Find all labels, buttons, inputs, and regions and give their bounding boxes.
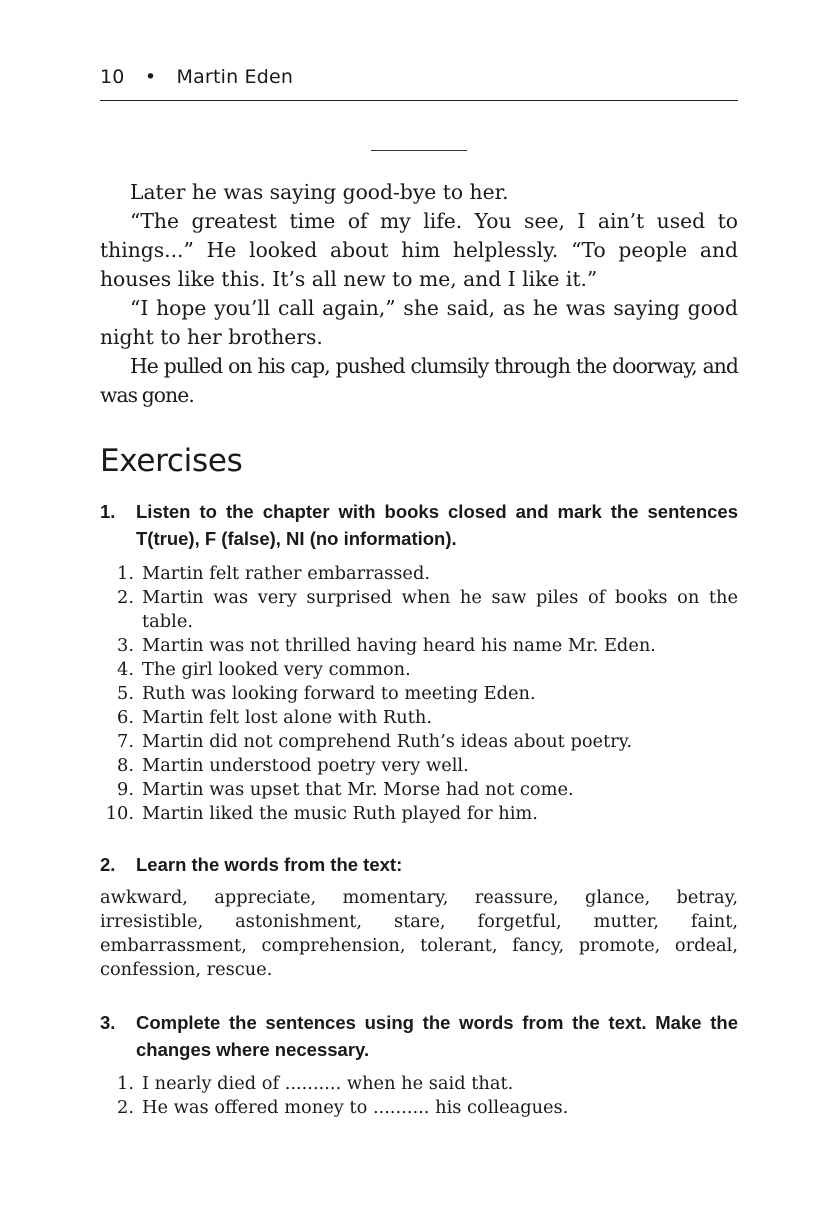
item-text: Martin was upset that Mr. Morse had not come.	[142, 779, 574, 800]
task-number: 2.	[100, 854, 116, 875]
item-number: 5.	[117, 683, 134, 704]
item-text: Martin did not comprehend Ruth’s ideas about poetry.	[142, 731, 633, 752]
paragraph: He pulled on his cap, pushed clumsily through the doorway, and was gone.	[100, 354, 738, 407]
list-item	[100, 802, 738, 826]
list-item	[100, 730, 738, 754]
task-number: 3.	[100, 1012, 116, 1033]
section-separator	[371, 150, 467, 151]
item-number: 1.	[117, 563, 134, 584]
running-header	[100, 66, 738, 101]
item-number: 3.	[117, 635, 134, 656]
vocabulary-list: awkward, appreciate, momentary, reassure, glance, betray, irresistible, astonishment, stare, forgetful, mutter, faint, embarrassment, comprehension, tolerant, fancy, promote, ordeal, confession, rescue.	[100, 887, 738, 980]
task-3-list	[100, 1072, 738, 1120]
chapter-text	[100, 178, 738, 410]
task-3-instruction	[100, 1009, 738, 1063]
task-1-instruction	[100, 498, 738, 552]
item-text: He was offered money to .......... his colleagues.	[142, 1097, 569, 1118]
item-text: The girl looked very common.	[142, 659, 411, 680]
item-text: Ruth was looking forward to meeting Eden.	[142, 683, 536, 704]
task-2-instruction	[100, 851, 738, 878]
page-number: 10	[100, 66, 125, 88]
item-text: Martin was not thrilled having heard his name Mr. Eden.	[142, 635, 656, 656]
task-text: Learn the words from the text:	[136, 854, 403, 875]
list-item	[100, 706, 738, 730]
list-item	[100, 586, 738, 634]
task-text: Listen to the chapter with books closed and mark the sentences T(true), F (false), NI (no information).	[136, 501, 738, 549]
paragraph: “The greatest time of my life. You see, I ain’t used to things...” He looked about him helplessly. “To people and houses like this. It’s all new to me, and I like it.”	[100, 209, 738, 291]
item-number: 1.	[117, 1073, 134, 1094]
item-text: Martin felt rather embarrassed.	[142, 563, 430, 584]
list-item	[100, 754, 738, 778]
paragraph: Later he was saying good-bye to her.	[130, 180, 509, 204]
item-number: 6.	[117, 707, 134, 728]
book-title: Martin Eden	[176, 66, 294, 88]
list-item	[100, 1096, 738, 1120]
item-number: 10.	[105, 803, 134, 824]
list-item	[100, 778, 738, 802]
item-number: 9.	[117, 779, 134, 800]
task-number: 1.	[100, 501, 116, 522]
list-item	[100, 682, 738, 706]
item-number: 7.	[117, 731, 134, 752]
item-number: 8.	[117, 755, 134, 776]
paragraph: “I hope you’ll call again,” she said, as he was saying good night to her brothers.	[100, 296, 738, 349]
item-number: 4.	[117, 659, 134, 680]
item-number: 2.	[117, 587, 134, 608]
item-text: Martin liked the music Ruth played for him.	[142, 803, 538, 824]
item-text: Martin was very surprised when he saw piles of books on the table.	[142, 587, 738, 632]
header-bullet: •	[144, 66, 157, 88]
item-text: Martin understood poetry very well.	[142, 755, 469, 776]
exercises-heading: Exercises	[100, 443, 243, 479]
item-text: Martin felt lost alone with Ruth.	[142, 707, 433, 728]
task-text: Complete the sentences using the words from the text. Make the changes where necessary.	[136, 1012, 738, 1060]
list-item	[100, 562, 738, 586]
list-item	[100, 1072, 738, 1096]
list-item	[100, 634, 738, 658]
item-text: I nearly died of .......... when he said that.	[142, 1073, 514, 1094]
item-number: 2.	[117, 1097, 134, 1118]
list-item	[100, 658, 738, 682]
task-1-list	[100, 562, 738, 826]
